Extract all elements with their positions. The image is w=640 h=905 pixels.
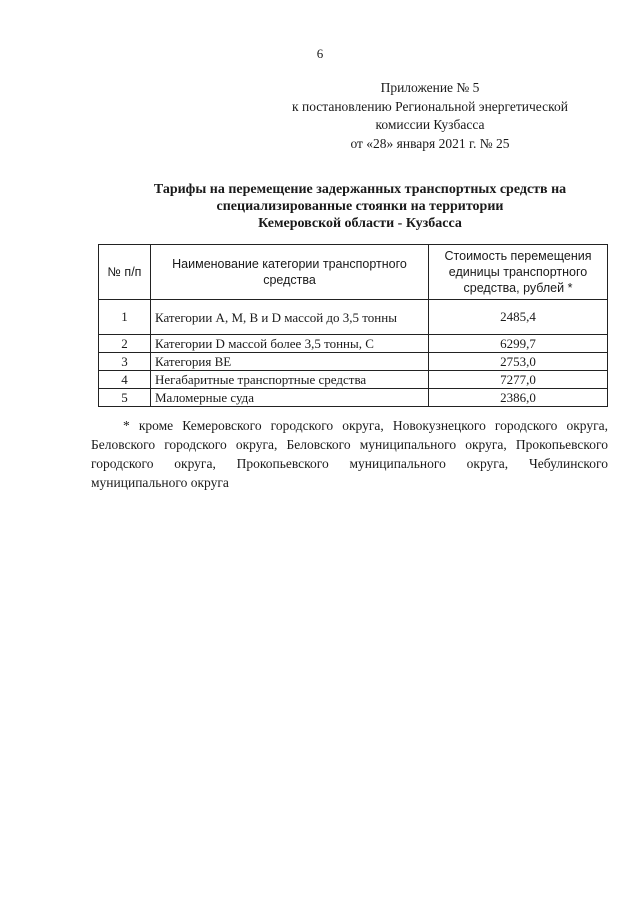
table-row (99, 335, 608, 353)
row-name: Негабаритные транспортные средства (151, 371, 429, 389)
row-num: 3 (99, 353, 151, 371)
row-num: 2 (99, 335, 151, 353)
row-name: Маломерные суда (151, 389, 429, 407)
title-line: Тарифы на перемещение задержанных транспортных средств на (153, 182, 567, 197)
appendix-line: к постановлению Региональной энергетической (292, 98, 568, 114)
appendix-block (270, 79, 590, 153)
appendix-line: комиссии Кузбасса (375, 117, 485, 132)
appendix-line: Приложение № 5 (380, 80, 480, 95)
row-num: 1 (99, 300, 151, 335)
tariffs-table (98, 244, 608, 407)
table-row (99, 389, 608, 407)
title-line: специализированные стоянки на территории (216, 199, 504, 214)
row-cost: 2753,0 (429, 353, 608, 371)
header-name: Наименование категории транспортного средства (151, 245, 429, 300)
row-cost: 2485,4 (429, 300, 608, 335)
row-cost: 6299,7 (429, 335, 608, 353)
document-title (120, 181, 600, 232)
title-line: Кемеровской области - Кузбасса (258, 216, 462, 231)
table-row (99, 353, 608, 371)
table-row (99, 300, 608, 335)
row-num: 4 (99, 371, 151, 389)
table-header-row (99, 245, 608, 300)
row-name: Категории A, M, B и D массой до 3,5 тонны (151, 300, 429, 335)
row-name: Категории D массой более 3,5 тонны, C (151, 335, 429, 353)
appendix-line: от «28» января 2021 г. № 25 (350, 135, 510, 151)
table-row (99, 371, 608, 389)
row-num: 5 (99, 389, 151, 407)
row-cost: 2386,0 (429, 389, 608, 407)
page-number: 6 (316, 46, 324, 61)
row-name: Категория BE (151, 353, 429, 371)
header-num: № п/п (99, 245, 151, 300)
row-cost: 7277,0 (429, 371, 608, 389)
footnote: * кроме Кемеровского городского округа, Новокузнецкого городского округа, Беловского городского округа, Беловского муниципального округа, Прокопьевского городского округа, Прокопьевского муниципального округа, Чебулинского муниципального округа (91, 418, 608, 490)
header-cost: Стоимость перемещения единицы транспортного средства, рублей * (429, 245, 608, 300)
